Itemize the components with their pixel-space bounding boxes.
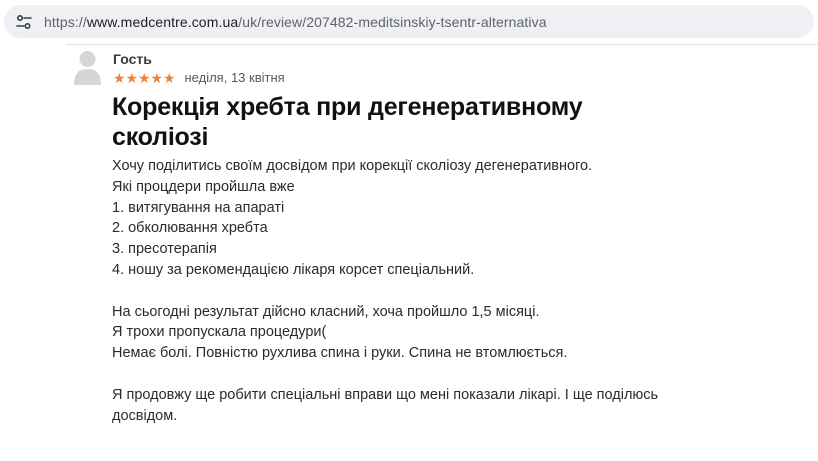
url-text[interactable] — [44, 14, 547, 30]
address-bar[interactable] — [4, 5, 814, 38]
url-host: www.medcentre.com.ua — [86, 13, 239, 30]
review-meta — [113, 70, 285, 85]
star-icon: ★ — [150, 69, 164, 86]
url-scheme: https:// — [44, 13, 87, 30]
avatar — [74, 50, 101, 85]
star-icon: ★ — [163, 69, 176, 86]
divider — [66, 44, 818, 45]
review-line: Хочу поділитись своїм досвідом при корекції сколіозу дегенеративного. — [112, 158, 593, 174]
review-date: неділя, 13 квітня — [184, 70, 285, 85]
paragraph-gap — [112, 364, 702, 385]
review-line: Я продовжу ще робити спеціальні вправи що мені показали лікарі. І ще поділюсь досвідом. — [112, 386, 663, 424]
review-line: Я трохи пропускала процедури( — [112, 324, 327, 341]
review-author[interactable]: Гость — [113, 51, 152, 67]
review-line: 4. ношу за рекомендацією лікаря корсет спеціальний. — [112, 261, 475, 278]
review-line: Які процдери пройшла вже — [112, 178, 295, 195]
star-rating — [113, 71, 176, 85]
review-line: 1. витягування на апараті — [112, 199, 285, 216]
review-body — [112, 156, 702, 426]
paragraph-gap — [112, 281, 702, 302]
star-icon: ★ — [125, 69, 139, 86]
star-icon: ★ — [113, 69, 126, 86]
review-line: 2. обколювання хребта — [112, 220, 268, 237]
star-icon: ★ — [138, 69, 151, 86]
review-title: Корекція хребта при дегенеративному сколіозі — [112, 93, 583, 151]
url-path: /uk/review/207482-meditsinskiy-tsentr-alternativa — [238, 13, 547, 30]
tune-icon[interactable] — [14, 12, 34, 32]
review-line: 3. пресотерапія — [112, 241, 217, 258]
review-line: Немає болі. Повністю рухлива спина і руки. Спина не втомлюється. — [112, 345, 568, 362]
review-line: На сьогодні результат дійсно класний, хоча пройшло 1,5 місяці. — [112, 303, 540, 320]
